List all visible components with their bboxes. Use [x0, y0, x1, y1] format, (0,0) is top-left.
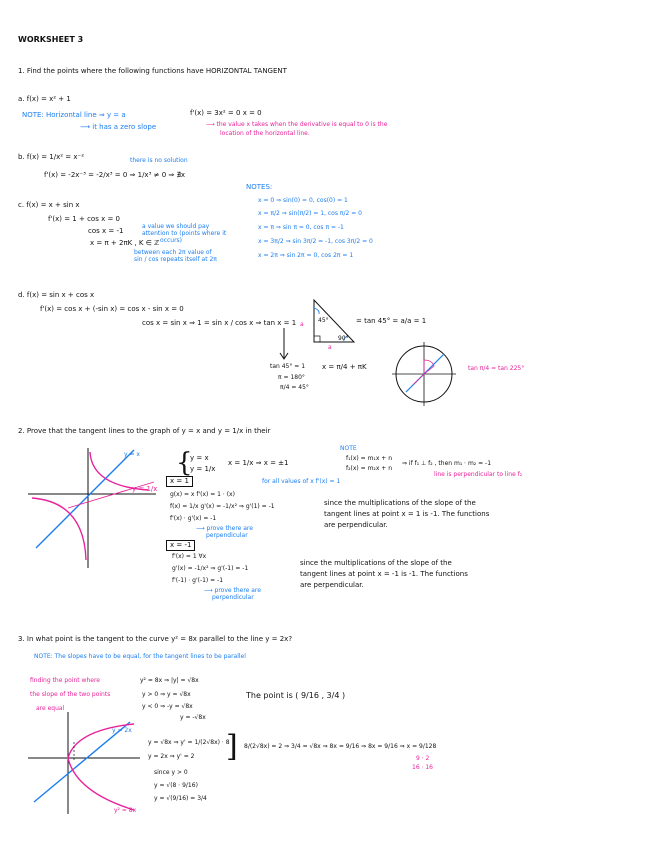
- q1d-line-7: x = π/4 + πK: [322, 363, 367, 371]
- q1c-function: c. f(x) = x + sin x: [18, 201, 80, 209]
- q2-h-line-1: f'(x) = 1 ∀x: [172, 553, 207, 560]
- q2-since-1a: since the multiplications of the slope of the: [324, 499, 476, 507]
- q1-heading: 1. Find the points where the following functions have HORIZONTAL TANGENT: [18, 67, 287, 75]
- q3-line-6: y = 2x ⇒ y' = 2: [148, 753, 195, 760]
- q3-side-1: finding the point where: [30, 677, 100, 684]
- notes-line-2: x = π/2 ⇒ sin(π/2) = 1, cos π/2 = 0: [258, 210, 363, 217]
- q2-graph: [28, 448, 156, 568]
- q2-g-line-2: f(x) = 1/x g'(x) = -1/x² ⇒ g'(1) = -1: [170, 503, 275, 510]
- q3-graph-label-2x: y = 2x: [112, 727, 132, 734]
- worksheet-title: WORKSHEET 3: [18, 35, 84, 44]
- q2-since-1c: are perpendicular.: [324, 521, 388, 529]
- notes-line-4: x = 3π/2 ⇒ sin 3π/2 = -1, cos 3π/2 = 0: [258, 238, 373, 245]
- q2-g-note-2a: ⟶ prove there are: [196, 525, 253, 532]
- q1c-hint-3: occurs): [160, 237, 183, 244]
- q3-bracket: ]: [226, 729, 238, 764]
- q2-since-2b: tangent lines at point x = -1 is -1. The functions: [300, 570, 468, 578]
- q3-line-3: y < 0 ⇒ -y = √8x: [142, 703, 193, 710]
- notes-title: NOTES:: [246, 183, 273, 191]
- q2-system-3: x = 1/x ⇒ x = ±1: [228, 459, 289, 467]
- q1c-line-1: f'(x) = 1 + cos x = 0: [48, 215, 120, 223]
- q2-system-1: y = x: [190, 454, 209, 462]
- triangle-side-a-left: a: [300, 321, 304, 328]
- q3-pink-note-1: 9 ⋅ 2: [416, 755, 430, 762]
- q3-line-9: y = √(9/16) = 3/4: [154, 795, 207, 802]
- q2-g-line-1: g(x) = x f'(x) = 1 ⋅ (x): [170, 491, 235, 498]
- q3-line-7: since y > 0: [154, 769, 188, 776]
- q1d-function: d. f(x) = sin x + cos x: [18, 291, 95, 299]
- q1b-hint: there is no solution: [130, 157, 188, 164]
- right-triangle-figure: [308, 298, 358, 348]
- q1a-explain-2: location of the horizontal line.: [220, 130, 310, 137]
- q2-g-line-3: f'(x) ⋅ g'(x) = -1: [170, 515, 217, 522]
- q1d-line-5: π = 180°: [278, 374, 305, 381]
- q2-system-2: y = 1/x: [190, 465, 216, 473]
- q2-since-2a: since the multiplications of the slope of the: [300, 559, 452, 567]
- q1a-note: NOTE: Horizontal line ⇒ y = a: [22, 111, 126, 119]
- q2-note-line-2: f₂(x) = m₂x + n: [346, 465, 393, 472]
- q2-heading: 2. Prove that the tangent lines to the graph of y = x and y = 1/x in their: [18, 427, 271, 435]
- notes-line-1: x = 0 ⇒ sin(0) = 0, cos(0) = 1: [258, 197, 348, 204]
- q1a-function: a. f(x) = x² + 1: [18, 95, 71, 103]
- q1c-hint-4: between each 2π value of: [134, 249, 212, 256]
- triangle-angle-45: 45°: [318, 317, 329, 324]
- q1c-hint-2: attention to (points where it: [142, 230, 227, 237]
- down-arrow-icon: [278, 328, 290, 362]
- q1c-hint-1: a value we should pay: [142, 223, 210, 230]
- q1c-line-2: cos x = -1: [88, 227, 124, 235]
- unit-circle-figure: [392, 342, 456, 406]
- q3-heading: 3. In what point is the tangent to the curve y² = 8x parallel to the line y = 2x?: [18, 635, 293, 643]
- q3-graph-label-curve: y² = 8x: [114, 807, 137, 814]
- triangle-side-a-bottom: a: [328, 344, 332, 351]
- q1d-line-3: = tan 45° = a/a = 1: [356, 317, 427, 325]
- q2-g-note: for all values of x f'(x) = 1: [262, 478, 341, 485]
- q2-box-x1: x = 1: [166, 476, 193, 487]
- q2-graph-label-yx: y = x: [124, 451, 140, 458]
- q3-chain: 8/(2√8x) = 2 ⇒ 3/4 = √8x ⇒ 8x = 9/16 ⇒ 8x = 9/16 ⇒ x = 9/128: [244, 743, 437, 750]
- q2-note-line-4: line is perpendicular to line f₂: [434, 471, 523, 478]
- q2-since-2c: are perpendicular.: [300, 581, 364, 589]
- q1d-line-1: f'(x) = cos x + (-sin x) = cos x - sin x = 0: [40, 305, 184, 313]
- notes-line-5: x = 2π ⇒ sin 2π = 0, cos 2π = 1: [258, 252, 354, 259]
- q2-note-title: NOTE: [340, 445, 357, 452]
- q1c-line-3: x = π + 2πK , K ∈ ℤ: [90, 239, 160, 247]
- q3-pink-note-2: 16 ⋅ 16: [412, 764, 433, 771]
- q3-point: The point is ( 9/16 , 3/4 ): [246, 691, 346, 700]
- q1b-derivative: f'(x) = -2x⁻³ = -2/x³ = 0 ⇒ 1/x³ ≠ 0 ⇒ ∄x: [44, 171, 186, 179]
- q3-side-2: the slope of the two points: [30, 691, 111, 698]
- q2-h-line-2: g'(x) = -1/x² ⇒ g'(-1) = -1: [172, 565, 249, 572]
- q1b-function: b. f(x) = 1/x² = x⁻²: [18, 153, 84, 161]
- q2-graph-label-1x: y = 1/x: [132, 485, 158, 493]
- q1c-hint-5: sin / cos repeats itself at 2π: [134, 256, 217, 263]
- q3-side-3: are equal: [36, 705, 65, 712]
- q1a-derivative: f'(x) = 3x² = 0 x = 0: [190, 109, 262, 117]
- q2-system-brace: {: [176, 448, 193, 478]
- notes-line-3: x = π ⇒ sin π = 0, cos π = -1: [258, 224, 344, 231]
- q2-note-line-3: ⇒ if f₁ ⊥ f₂ , then m₁ ⋅ m₂ = -1: [402, 460, 492, 467]
- q3-line-2: y > 0 ⇒ y = √8x: [142, 691, 191, 698]
- q2-box-xm1: x = -1: [166, 540, 195, 551]
- q3-line-8: y = √(8 ⋅ 9/16): [154, 782, 198, 789]
- q3-note: NOTE: The slopes have to be equal, for the tangent lines to be parallel: [34, 653, 246, 660]
- q1a-explain-1: ⟶ the value x takes when the derivative is equal to 0 is the: [206, 121, 388, 128]
- q2-h-line-3: f'(-1) ⋅ g'(-1) = -1: [172, 577, 224, 584]
- q1d-line-6: π/4 = 45°: [280, 384, 309, 391]
- q3-line-5: y = √8x ⇒ y' = 1/(2√8x) ⋅ 8: [148, 739, 230, 746]
- q2-since-1b: tangent lines at point x = 1 is -1. The functions: [324, 510, 490, 518]
- triangle-angle-90: 90°: [338, 335, 349, 342]
- q2-h-note-b: perpendicular: [212, 594, 254, 601]
- q1a-note-2: ⟶ it has a zero slope: [80, 123, 157, 131]
- q3-line-1: y² = 8x ⇒ |y| = √8x: [140, 677, 199, 684]
- q1d-line-4: tan 45° = 1: [270, 363, 306, 370]
- q2-note-line-1: f₁(x) = m₁x + n: [346, 455, 393, 462]
- circle-note: tan π/4 = tan 225°: [468, 365, 525, 372]
- q1d-line-2: cos x = sin x ⇒ 1 = sin x / cos x ⇒ tan x = 1: [142, 319, 297, 327]
- q3-line-4: y = -√8x: [180, 714, 206, 721]
- q2-g-note-2b: perpendicular: [206, 532, 248, 539]
- q2-h-note-a: ⟶ prove there are: [204, 587, 261, 594]
